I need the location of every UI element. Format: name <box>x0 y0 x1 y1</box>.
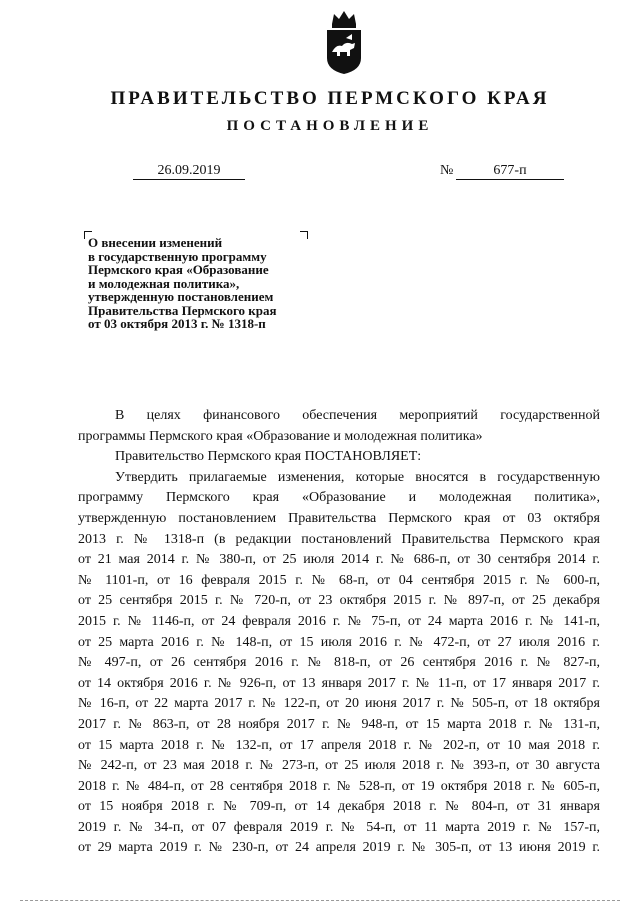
subject-line: и молодежная политика», <box>88 275 240 291</box>
body-line: № 16-п, от 22 марта 2017 г. № 122-п, от 20 июня 2017 г. № 505-п, от 18 октября <box>78 696 600 712</box>
body-line: от 14 октября 2016 г. № 926-п, от 13 января 2017 г. № 11-п, от 17 января 2017 г. <box>78 675 600 691</box>
subject-line: утвержденную постановлением <box>88 289 274 304</box>
subject-line: в государственную программу <box>88 248 267 264</box>
body-line: 2013 г. № 1318-п (в редакции постановлений Правительства Пермского края <box>78 531 600 547</box>
perm-krai-coat-of-arms-icon <box>322 8 366 76</box>
body-line: от 15 марта 2018 г. № 132-п, от 17 апреля 2018 г. № 202-п, от 10 мая 2018 г. <box>78 737 600 753</box>
subject-line: от 03 октября 2013 г. № 1318-п <box>88 316 266 331</box>
document-number: 677-п <box>456 163 564 180</box>
body-line: от 15 ноября 2018 г. № 709-п, от 14 декабря 2018 г. № 804-п, от 31 января <box>78 799 600 815</box>
document-body <box>78 406 600 859</box>
body-line: Правительство Пермского края ПОСТАНОВЛЯЕТ: <box>115 449 422 465</box>
body-line: № 242-п, от 23 мая 2018 г. № 273-п, от 25 июля 2018 г. № 393-п, от 30 августа <box>78 758 600 774</box>
subject-line: Правительства Пермского края <box>88 302 277 318</box>
body-line: 2017 г. № 863-п, от 28 ноября 2017 г. № 948-п, от 15 марта 2018 г. № 131-п, <box>78 716 600 732</box>
body-line: от 25 марта 2016 г. № 148-п, от 15 июля 2016 г. № 472-п, от 27 июля 2016 г. <box>78 634 600 650</box>
page-bottom-edge <box>20 900 620 901</box>
body-line: 2018 г. № 484-п, от 28 сентября 2018 г. № 528-п, от 19 октября 2018 г. № 605-п, <box>78 778 600 794</box>
body-line: от 25 сентября 2015 г. № 720-п, от 23 октября 2015 г. № 897-п, от 25 декабря <box>78 593 600 609</box>
body-line: 2015 г. № 1146-п, от 24 февраля 2016 г. № 75-п, от 24 марта 2016 г. № 141-п, <box>78 613 600 629</box>
body-line: программу Пермского края «Образование и молодежная политика», <box>78 490 600 506</box>
body-line: Утвердить прилагаемые изменения, которые вносятся в государственную <box>115 469 600 485</box>
number-label: № <box>440 163 454 178</box>
body-line: В целях финансового обеспечения мероприятий государственной <box>115 408 600 423</box>
document-date: 26.09.2019 <box>133 163 245 180</box>
body-line: 2019 г. № 34-п, от 07 февраля 2019 г. № 54-п, от 11 марта 2019 г. № 157-п, <box>78 819 600 835</box>
body-line: от 29 марта 2019 г. № 230-п, от 24 апреля 2019 г. № 305-п, от 13 июня 2019 г. <box>78 840 600 856</box>
document-subject <box>88 236 328 331</box>
body-line: программы Пермского края «Образование и молодежная политика» <box>78 428 483 444</box>
government-title: ПРАВИТЕЛЬСТВО ПЕРМСКОГО КРАЯ <box>110 88 550 109</box>
subject-line: О внесении изменений <box>88 235 223 250</box>
subject-line: Пермского края «Образование <box>88 262 269 277</box>
body-line: от 21 мая 2014 г. № 380-п, от 25 июля 2014 г. № 686-п, от 30 сентября 2014 г. <box>78 552 600 568</box>
body-line: № 1101-п, от 16 февраля 2015 г. № 68-п, от 04 сентября 2015 г. № 600-п, <box>78 572 600 588</box>
body-line: № 497-п, от 26 сентября 2016 г. № 818-п, от 26 сентября 2016 г. № 827-п, <box>78 655 600 671</box>
body-line: утвержденную постановлением Правительства Пермского края от 03 октября <box>78 510 600 526</box>
document-type: ПОСТАНОВЛЕНИЕ <box>226 118 434 134</box>
